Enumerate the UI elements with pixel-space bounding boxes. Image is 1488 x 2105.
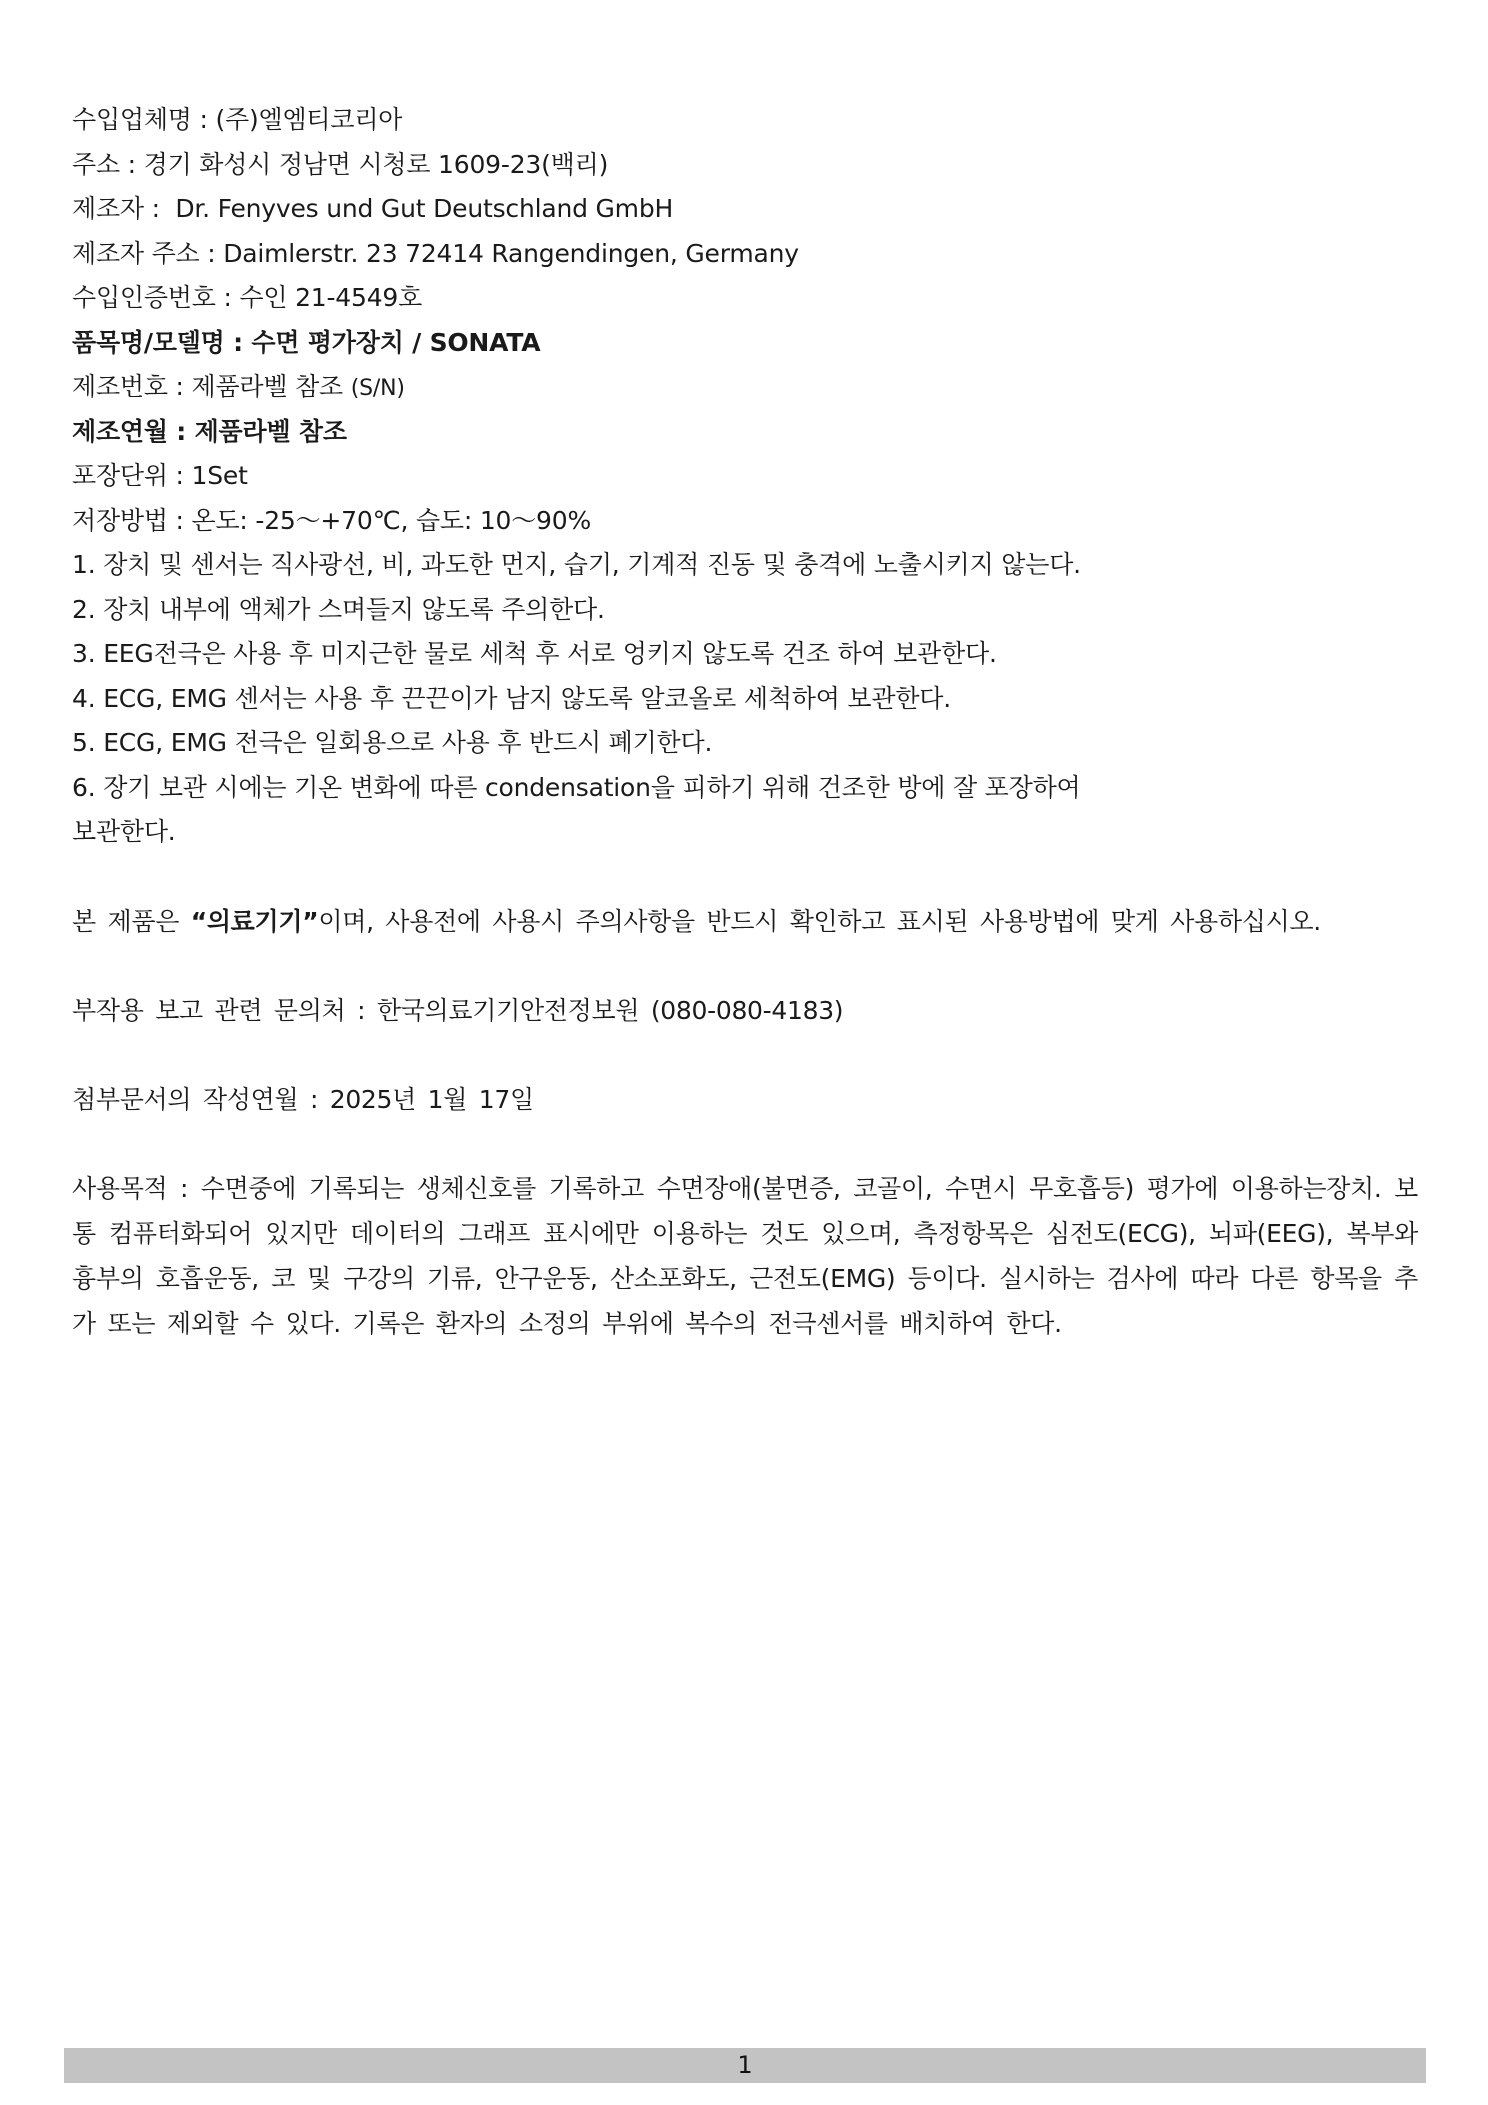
- spacer: [72, 855, 1418, 899]
- certification-number-line: 수입인증번호 : 수인 21-4549호: [72, 283, 423, 312]
- notice-prefix: 본 제품은: [72, 906, 191, 936]
- importer-line: 수입업체명 : (주)엘엠티코리아: [72, 105, 403, 134]
- serial-number-tag: (S/N): [350, 376, 405, 401]
- manufacture-date-line: 제조연월 : 제품라벨 참조: [72, 416, 347, 446]
- serial-number-line: [72, 365, 1418, 410]
- adverse-event-contact: 부작용 보고 관련 문의처 : 한국의료기기안전정보원 (080-080-4183): [72, 995, 844, 1025]
- page-footer: [64, 2048, 1426, 2083]
- address-line: 주소 : 경기 화성시 정남면 시청로 1609-23(백리): [72, 149, 609, 179]
- precaution-item-5: 5. ECG, EMG 전극은 일회용으로 사용 후 반드시 폐기한다.: [72, 728, 713, 757]
- spacer: [72, 1122, 1418, 1166]
- notice-highlight: “의료기기”: [190, 906, 319, 936]
- precaution-item-4: 4. ECG, EMG 센서는 사용 후 끈끈이가 남지 않도록 알코올로 세척하여 보관한다.: [72, 683, 951, 713]
- manufacturer-line: 제조자 : Dr. Fenyves und Gut Deutschland GmbH: [72, 194, 674, 223]
- precaution-item-3: 3. EEG전극은 사용 후 미지근한 물로 세척 후 서로 엉키지 않도록 건조 하여 보관한다.: [72, 639, 997, 668]
- precaution-item-1: 1. 장치 및 센서는 직사광선, 비, 과도한 먼지, 습기, 기계적 진동 및 충격에 노출시키지 않는다.: [72, 550, 1081, 579]
- precaution-item-6-continued: 보관한다.: [72, 817, 176, 846]
- page-number: 1: [737, 2051, 753, 2079]
- precaution-item-6: 6. 장기 보관 시에는 기온 변화에 따른 condensation을 피하기 위해 건조한 방에 잘 포장하여: [72, 772, 1081, 802]
- document-body: [72, 98, 1418, 1346]
- manufacturer-address-line: 제조자 주소 : Daimlerstr. 23 72414 Rangendingen, Germany: [72, 238, 799, 268]
- document-date: 첨부문서의 작성연월 : 2025년 1월 17일: [72, 1084, 534, 1114]
- spacer: [72, 944, 1418, 988]
- product-model-line: 품목명/모델명 : 수면 평가장치 / SONATA: [72, 327, 541, 357]
- spacer: [72, 1033, 1418, 1077]
- medical-device-notice: [72, 899, 1418, 944]
- notice-suffix: 이며, 사용전에 사용시 주의사항을 반드시 확인하고 표시된 사용방법에 맞게 사용하십시오.: [318, 906, 1321, 936]
- serial-number-label: 제조번호 : 제품라벨 참조: [72, 372, 351, 401]
- precaution-item-2: 2. 장치 내부에 액체가 스며들지 않도록 주의한다.: [72, 594, 605, 624]
- storage-method-line: 저장방법 : 온도: -25～+70℃, 습도: 10～90%: [72, 505, 591, 535]
- package-unit-line: 포장단위 : 1Set: [72, 461, 248, 490]
- intended-purpose: 사용목적 : 수면중에 기록되는 생체신호를 기록하고 수면장애(불면증, 코골이, 수면시 무호흡등) 평가에 이용하는장치. 보통 컴퓨터화되어 있지만 데이터의 그래프 표시에만 이용하는 것도 있으며, 측정항목은 심전도(ECG), 뇌파(EEG), 복부와 흉부의 호흡운동, 코 및 구강의 기류, 안구운동, 산소포화도, 근전도(EMG) 등이다. 실시하는 검사에 따라 다른 항목을 추가 또는 제외할 수 있다. 기록은 환자의 소정의 부위에 복수의 전극센서를 배치하여 한다.: [72, 1173, 1418, 1338]
